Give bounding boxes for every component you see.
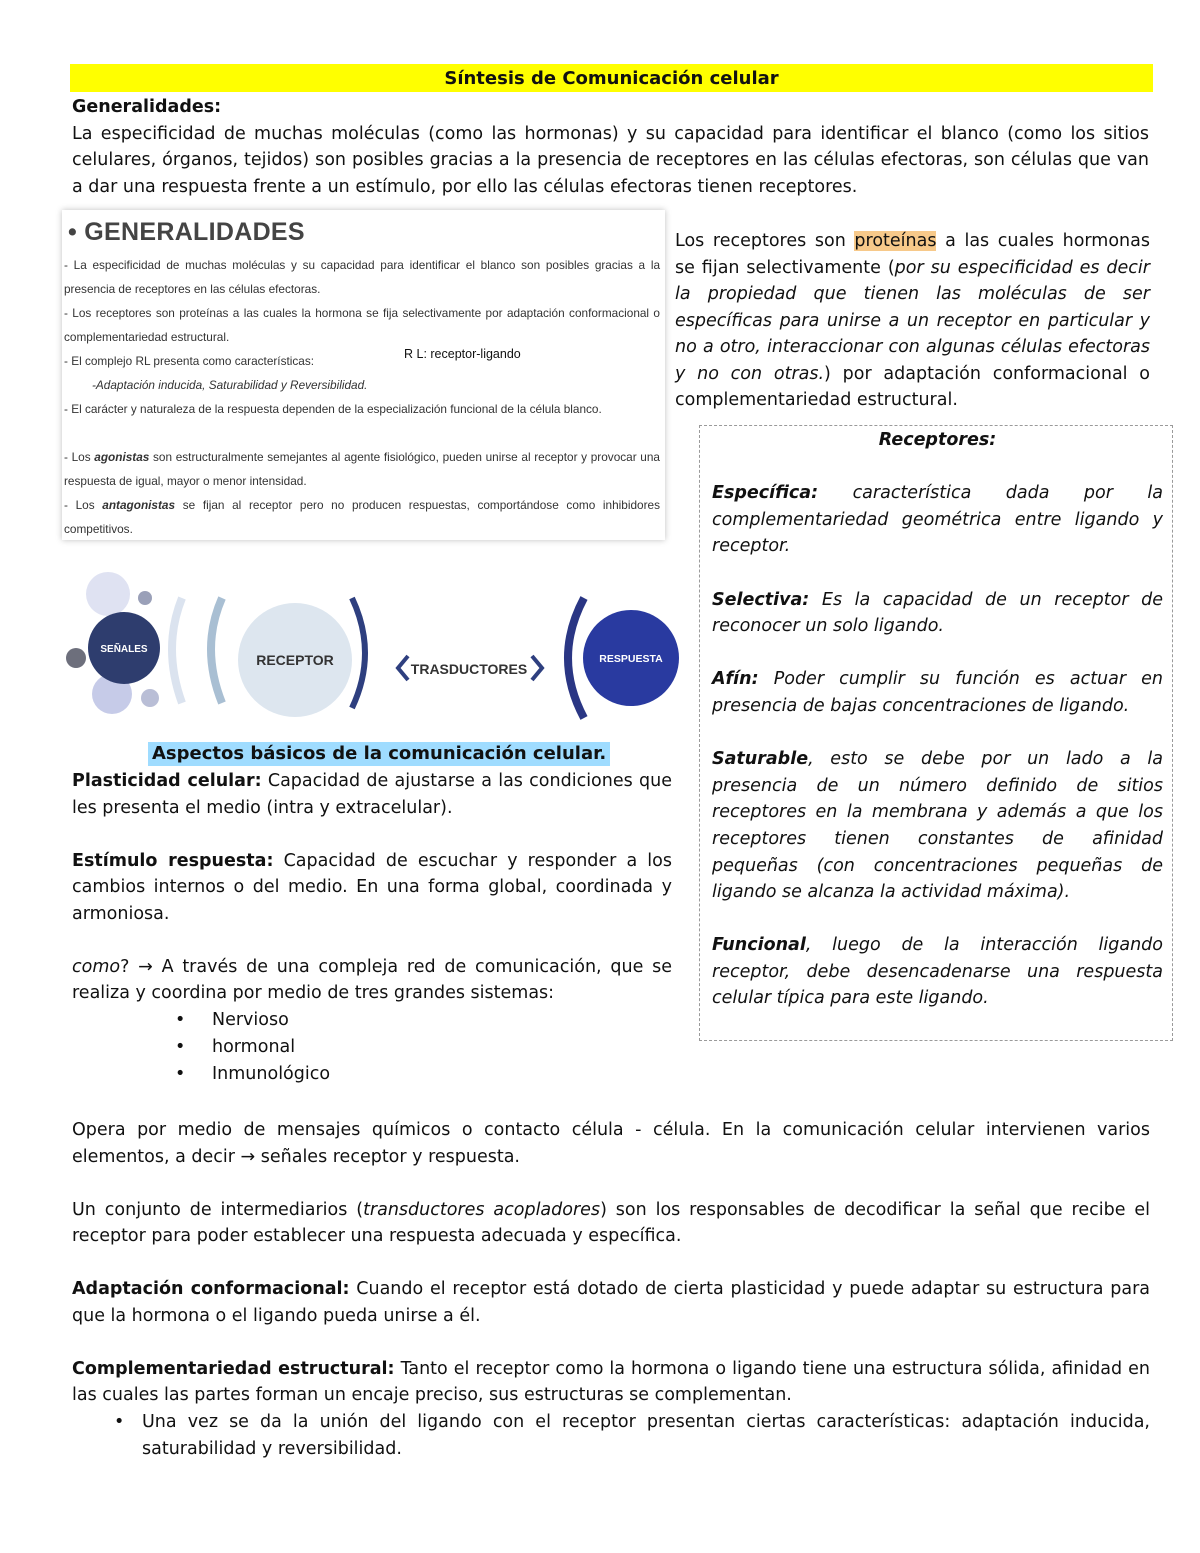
slide-line: - El carácter y naturaleza de la respuesta dependen de la especialización funcional de la célula blanco. xyxy=(64,402,602,416)
rl-note: R L: receptor-ligando xyxy=(404,347,521,361)
decor-circle xyxy=(141,689,159,707)
como-paragraph: como? → A través de una compleja red de comunicación, que se realiza y coordina por medio de tres grandes sistemas: xyxy=(72,956,672,1003)
slide-line-agonistas: - Los agonistas son estructuralmente semejantes al agente fisiológico, pueden unirse al receptor y provocar una respuesta de igual, mayor o menor intensidad. xyxy=(64,450,660,488)
intermediarios-paragraph: Un conjunto de intermediarios (transductores acopladores) son los responsables de decodificar la señal que recibe el receptor para poder establecer una respuesta adecuada y específica. xyxy=(72,1199,1150,1246)
receptor-label: RECEPTOR xyxy=(256,652,334,668)
slide-line: - La especificidad de muchas moléculas y su capacidad para identificar el blanco son posibles gracias a la presencia de receptores en las células efectoras. xyxy=(64,258,660,296)
receptores-box-title: Receptores: xyxy=(878,430,997,450)
estimulo-paragraph: Estímulo respuesta: Capacidad de escuchar y responder a los cambios internos o del medio. En una forma global, coordinada y armoniosa. xyxy=(72,850,672,924)
proteinas-highlight: proteínas xyxy=(854,231,937,251)
decor-circle xyxy=(66,648,86,668)
opera-paragraph: Opera por medio de mensajes químicos o contacto célula - célula. En la comunicación celular intervienen varios elementos, a decir → señales receptor y respuesta. xyxy=(72,1120,1150,1167)
aspectos-title: Aspectos básicos de la comunicación celular. xyxy=(148,742,610,766)
communication-diagram xyxy=(62,568,682,728)
arrow-right xyxy=(532,656,542,680)
sistemas-list xyxy=(72,1007,672,1088)
slide-line: - Los receptores son proteínas a las cuales la hormona se fija selectivamente por adaptación conformacional o complementariedad estructural. xyxy=(64,306,660,344)
complementariedad-paragraph: Complementariedad estructural: Tanto el receptor como la hormona o ligando tiene una estructura sólida, afinidad en las cuales las partes forman un encaje preciso, sus estructuras se complementan. xyxy=(72,1358,1150,1405)
page-title: Síntesis de Comunicación celular xyxy=(70,64,1153,92)
generalidades-slide-image xyxy=(62,210,665,540)
receptor-property: Selectiva: Es la capacidad de un receptor de reconocer un solo ligando. xyxy=(712,589,1163,637)
senales-label: SEÑALES xyxy=(100,644,148,655)
generalidades-heading: Generalidades: xyxy=(72,97,222,117)
bracket-respuesta xyxy=(568,598,584,718)
list-item: • Una vez se da la unión del ligando con el receptor presentan ciertas características: adaptación inducida, saturabilidad y reversibilidad. xyxy=(114,1411,1150,1459)
list-item: • Nervioso xyxy=(175,1009,289,1030)
list-item: • hormonal xyxy=(175,1036,296,1057)
receptores-box xyxy=(699,425,1173,1041)
plasticidad-paragraph: Plasticidad celular: Capacidad de ajustarse a las condiciones que les presenta el medio (intra y extracelular). xyxy=(72,771,672,818)
bottom-section xyxy=(72,1117,1150,1463)
aspectos-section xyxy=(72,768,672,1088)
slide-line-antagonistas: - Los antagonistas se fijan al receptor pero no producen respuestas, comportándose como inhibidores competitivos. xyxy=(64,498,660,536)
generalidades-section xyxy=(72,94,1149,200)
receptor-property: Funcional, luego de la interacción ligando receptor, debe desencadenarse una respuesta celular típica para este ligando. xyxy=(712,935,1163,1009)
respuesta-label: RESPUESTA xyxy=(599,653,663,665)
arrow-left xyxy=(398,656,408,680)
receptores-intro: Los receptores son proteínas a las cuales hormonas se fijan selectivamente (por su especificidad es decir la propiedad que tienen las moléculas de ser específicas para unirse a un receptor en particular y no a otro, interaccionar con algunas células efectoras y no con otras.) por adaptación conformacional o complementariedad estructural. xyxy=(675,231,1150,410)
receptor-property: Específica: característica dada por la complementariedad geométrica entre ligando y receptor. xyxy=(712,483,1163,557)
caracteristicas-list xyxy=(72,1409,1150,1463)
slide-line: - El complejo RL presenta como características: xyxy=(64,354,315,368)
generalidades-text: La especificidad de muchas moléculas (como las hormonas) y su capacidad para identificar el blanco (como los sitios celulares, órganos, tejidos) son posibles gracias a la presencia de receptores en las células efectoras, son células que van a dar una respuesta frente a un estímulo, por ello las células efectoras tienen receptores. xyxy=(72,123,1149,197)
adaptacion-paragraph: Adaptación conformacional: Cuando el receptor está dotado de cierta plasticidad y puede adaptar su estructura para que la hormona o el ligando pueda unirse a él. xyxy=(72,1279,1150,1326)
receptor-property: Afín: Poder cumplir su función es actuar en presencia de bajas concentraciones de ligando. xyxy=(712,669,1163,716)
decor-circle xyxy=(86,572,130,616)
slide-title: • GENERALIDADES xyxy=(68,218,305,246)
bracket-left-light xyxy=(172,598,182,703)
transductores-label: TRASDUCTORES xyxy=(410,661,528,677)
decor-circle xyxy=(138,591,152,605)
receptor-property: Saturable, esto se debe por un lado a la presencia de un número definido de sitios receptores en la membrana y además a que los receptores tienen constantes de afinidad pequeñas (con concentraciones pequeñas de ligando se alcanza la actividad máxima). xyxy=(712,749,1163,903)
slide-line: -Adaptación inducida, Saturabilidad y Reversibilidad. xyxy=(92,378,368,392)
bracket-left xyxy=(211,598,222,703)
list-item: • Inmunológico xyxy=(175,1063,331,1084)
bracket-right xyxy=(352,598,365,708)
